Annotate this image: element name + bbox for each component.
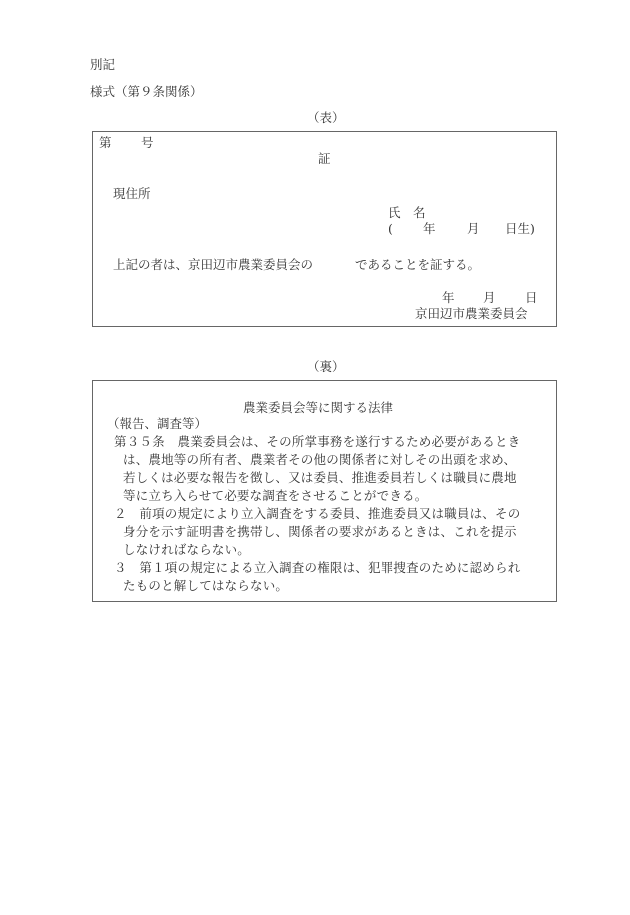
- birth-open: (: [388, 221, 393, 236]
- date-year: 年: [442, 290, 455, 305]
- date-day: 日: [525, 290, 538, 305]
- law-text-line: は、農地等の所有者、農業者その他の関係者に対しその出頭を求め、: [123, 452, 517, 467]
- certificate-title: 証: [318, 151, 331, 166]
- certificate-back: [92, 380, 557, 602]
- law-text-line: ３ 第１項の規定による立入調査の権限は、犯罪捜査のために認められ: [114, 560, 521, 575]
- law-text-line: たものと解してはならない。: [123, 578, 289, 593]
- section-heading: （報告、調査等）: [107, 416, 208, 431]
- law-text-line: しなければならない。: [123, 542, 251, 557]
- law-text-line: 第３５条 農業委員会は、その所掌事務を遂行するため必要があるとき: [114, 434, 521, 449]
- law-text-line: 身分を示す証明書を携帯し、関係者の要求があるときは、これを提示: [123, 524, 517, 539]
- birth-day: 日生): [505, 221, 535, 236]
- law-text-line: 若しくは必要な報告を徴し、又は委員、推進委員若しくは職員に農地: [123, 470, 517, 485]
- birth-year: 年: [423, 221, 436, 236]
- front-side-label: （表）: [307, 110, 345, 125]
- law-text-line: ２ 前項の規定により立入調査をする委員、推進委員又は職員は、その: [114, 506, 521, 521]
- annex-label: 別記: [90, 57, 116, 72]
- form-label: 様式（第９条関係）: [90, 84, 203, 99]
- certificate-front: [92, 131, 557, 327]
- number-suffix: 号: [141, 135, 154, 150]
- name-label: 氏 名: [388, 205, 426, 220]
- back-side-label: （裏）: [307, 359, 345, 374]
- date-month: 月: [483, 290, 496, 305]
- law-title: 農業委員会等に関する法律: [243, 400, 394, 415]
- birth-month: 月: [467, 221, 480, 236]
- certification-text-before: 上記の者は、京田辺市農業委員会の: [113, 257, 314, 272]
- certification-text-after: であることを証する。: [355, 257, 481, 272]
- number-prefix: 第: [99, 135, 112, 150]
- issuer-name: 京田辺市農業委員会: [415, 306, 528, 321]
- law-text-line: 等に立ち入らせて必要な調査をさせることができる。: [123, 488, 428, 503]
- address-label: 現住所: [113, 186, 151, 201]
